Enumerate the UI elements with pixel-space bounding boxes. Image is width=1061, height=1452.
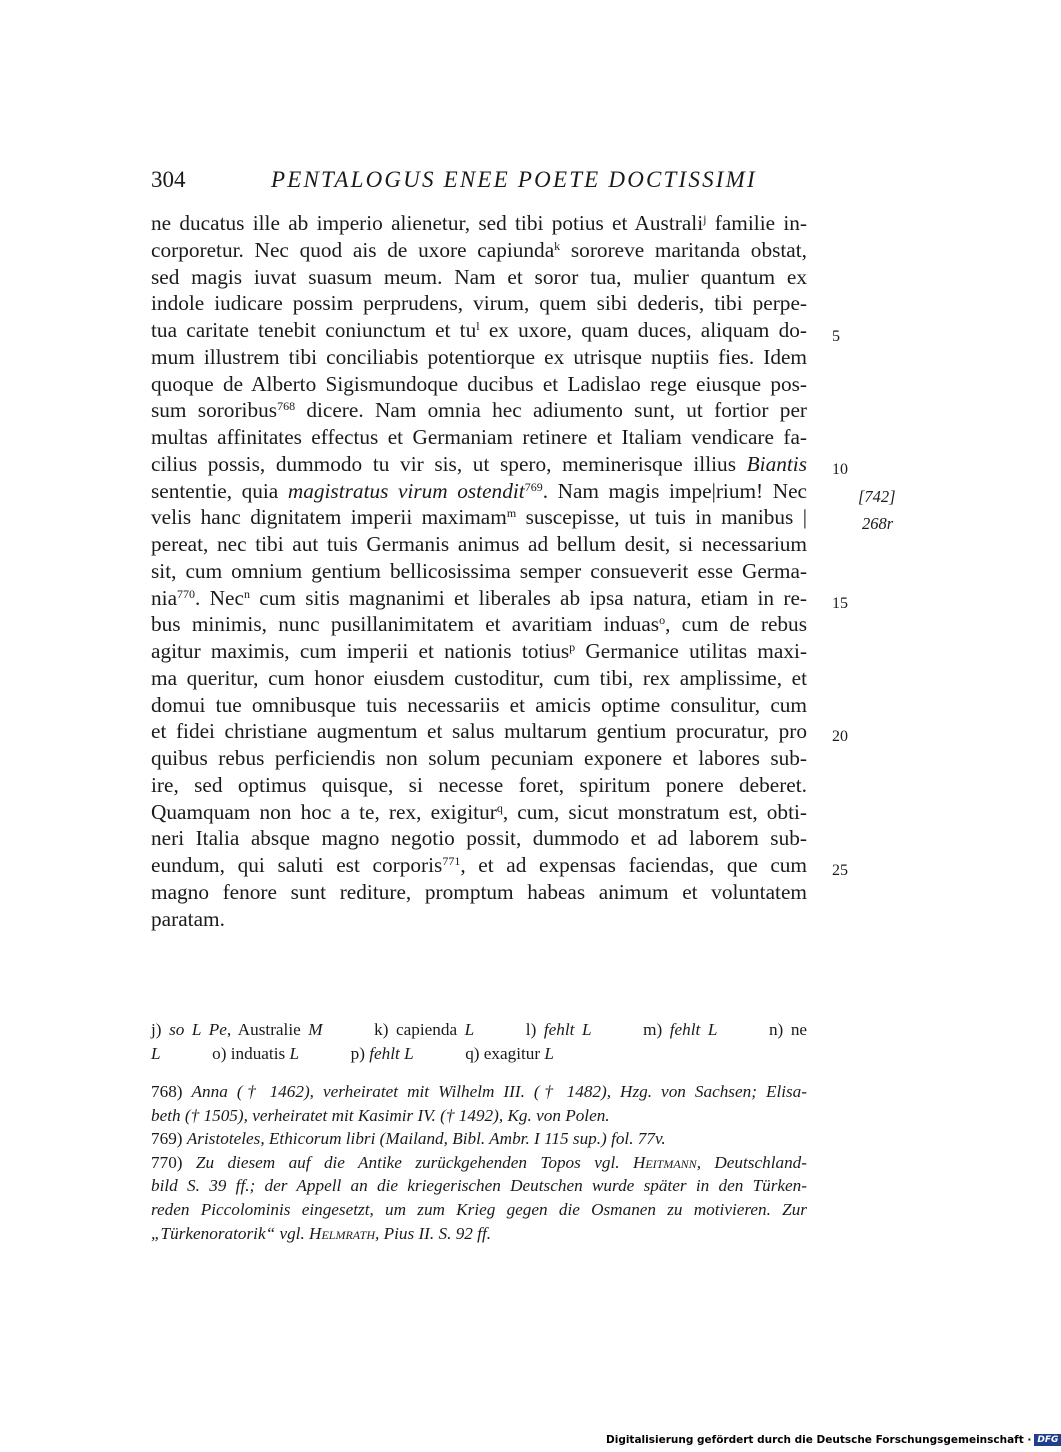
text-span: fehlt L [669,1020,718,1039]
text-span: paratam. [151,906,225,931]
text-span: indole iudicare possim perprudens, virum, quem sibi dederis, tibi perpe- [151,291,807,316]
text-span: 769) [151,1129,187,1149]
text-span: beth († 1505), verheiratet mit Kasimir IV. († 1492), Kg. von Polen. [151,1105,610,1125]
text-span: 768) [151,1082,192,1101]
line-number-5: 5 [832,328,840,345]
text-line [151,799,807,826]
text-span: corporetur. Nec quod ais de uxore capiunda [151,237,555,262]
text-span: Germanice utilitas maxi- [575,639,807,663]
text-span: M [308,1020,323,1039]
text-span: mum illustrem tibi conciliabis potentiorque ex utrisque nuptiis fies. Idem [151,344,807,369]
note-marker: j [703,212,707,226]
text-span: L [289,1044,300,1063]
text-span: Heitmann [632,1152,697,1172]
footnote-line [151,1198,807,1222]
text-span: so L Pe [169,1020,227,1039]
digitization-footer [606,1432,1059,1448]
footnote-line [151,1151,807,1175]
text-line [151,585,807,612]
note-marker: 770 [177,586,196,601]
text-span: pereat, nec tibi aut tuis Germanis animus ad bellum desit, si necessarium [151,532,807,556]
text-span: sum sororibus [151,398,278,423]
note-marker: m [506,506,517,521]
text-span: magno fenore sunt rediture, promptum habeas animum et voluntatem [151,879,807,904]
critical-apparatus [151,1018,807,1066]
footnote-line [151,1127,807,1151]
text-span: fehlt L [369,1044,414,1063]
entry-gap [592,1020,644,1039]
text-span: sororeve maritanda obstat, [560,237,807,262]
text-span: velis hanc dignitatem imperii maximam [151,505,507,530]
text-span: j) [151,1020,170,1039]
apparatus-line [151,1018,807,1042]
note-marker: 769 [524,479,543,494]
text-span: sed magis iuvat suasum meum. Nam et soror tua, mulier quantum ex [151,264,807,289]
text-span: L [544,1044,554,1063]
text-span: domui tue omnibusque tuis necessariis et amicis optime consulitur, cum [151,692,807,717]
text-line [151,692,807,719]
entry-gap [717,1020,769,1039]
running-header [151,163,811,197]
text-span: , Pius II. S. 92 ff. [375,1223,492,1243]
margin-ref-edition-page: [742] [858,487,896,506]
line-number-15: 15 [832,595,848,612]
margin-ref-folio: 268r [862,514,894,533]
text-span: cum sitis magnanimi et liberales ab ipsa natura, etiam in re- [249,585,807,610]
text-span: dicere. Nam omnia hec adiumento sunt, ut fortior per [295,398,807,423]
text-span: agitur maximis, cum imperii et nationis totius [151,639,570,663]
text-span: L [151,1044,161,1063]
text-line [151,558,807,585]
main-text [151,210,807,932]
text-line [151,504,807,531]
text-span: neri Italia absque magno negotio possit, dummodo et ad laborem sub- [151,826,807,851]
text-span: ex uxore, quam duces, aliquam do- [479,318,807,342]
text-span: , et ad expensas faciendas, que cum [460,853,807,877]
text-span: cilius possis, dummodo tu vir sis, ut spero, meminerisque illius [151,451,747,476]
text-line [151,718,807,745]
text-line [151,825,807,852]
text-span: sententie, quia [151,478,288,503]
text-span: n) ne [768,1020,808,1039]
footnotes [151,1080,807,1245]
text-line [151,478,807,505]
text-span: quibus rebus perficiendis non solum pecuniam exponere et labores sub- [151,746,807,770]
text-line [151,772,807,799]
footnote-line [151,1174,807,1198]
text-span: o) induatis [212,1044,290,1063]
text-span: et fidei christiane augmentum et salus multarum gentium procuratur, pro [151,719,807,744]
text-line [151,210,807,237]
text-span: Helmrath [309,1223,376,1243]
footnote-line [151,1104,807,1128]
entry-gap [299,1044,351,1063]
note-marker: 771 [442,854,461,868]
footnote-line [151,1222,807,1246]
text-span: sit, cum omnium gentium bellicosissima semper consueverit esse Germa- [151,558,807,583]
entry-gap [161,1044,213,1063]
text-span: m) [643,1020,670,1039]
text-line [151,451,807,478]
note-marker: n [243,586,250,601]
text-line [151,264,807,291]
text-span: Quamquam non hoc a te, rex, exigitur [151,799,497,824]
note-marker: k [554,238,561,253]
note-marker: o [659,613,666,628]
text-line [151,906,807,933]
note-marker: q [496,800,503,815]
text-line [151,665,807,692]
running-title: PENTALOGUS ENEE POETE DOCTISSIMI [271,167,757,192]
note-marker: p [569,640,576,654]
text-span: „Türkenoratorik“ vgl. [151,1223,310,1243]
text-span: Zu diesem auf die Antike zurückgehenden Topos vgl. [195,1152,633,1172]
footnote-line [151,1080,807,1104]
entry-gap [323,1020,375,1039]
text-line [151,638,807,665]
text-span: fehlt L [543,1020,592,1039]
text-span: L [464,1020,475,1039]
text-span: Aristoteles, Ethicorum libri (Mailand, Bibl. Ambr. I 115 sup.) fol. 77v. [186,1129,666,1149]
line-number-20: 20 [832,728,848,745]
note-marker: 768 [277,399,296,414]
text-line [151,290,807,317]
line-number-10: 10 [832,461,848,478]
dfg-logo: DFG [1034,1434,1061,1446]
text-span: bild S. 39 ff.; der Appell an die kriegerischen Deutschen wurde später in den Türken- [151,1176,807,1196]
text-line [151,424,807,451]
text-span: k) capienda [374,1020,465,1039]
text-line [151,237,807,264]
text-line [151,531,807,558]
text-line [151,879,807,906]
entry-gap [414,1044,466,1063]
text-span: Biantis [746,451,807,476]
text-line [151,344,807,371]
text-span: quoque de Alberto Sigismundoque ducibus et Ladislao rege eiusque pos- [151,371,807,396]
text-span: , cum de rebus [665,612,807,637]
text-span: q) exagitur [465,1044,545,1063]
footer-text: Digitalisierung gefördert durch die Deutsche Forschungsgemeinschaft · [606,1434,1032,1446]
text-span: , cum, sicut monstratum est, obti- [502,799,808,824]
text-span: Anna († 1462), verheiratet mit Wilhelm III. († 1482), Hzg. von Sachsen; Elisa- [191,1082,808,1101]
note-marker: l [476,319,480,333]
text-line [151,611,807,638]
text-span: magistratus virum ostendit [287,478,525,503]
text-line [151,852,807,879]
text-span: tua caritate tenebit coniunctum et tu [151,318,477,342]
text-span: . Nec [195,585,244,610]
text-span: ma queritur, cum honor eiusdem custoditur, cum tibi, rex amplissime, et [151,665,807,690]
text-line [151,317,807,344]
text-span: ire, sed optimus quisque, si necesse foret, spiritum ponere deberet. [151,772,807,797]
text-span: eundum, qui saluti est corporis [151,853,443,877]
text-span: , Australie [226,1020,309,1039]
line-number-25: 25 [832,862,848,879]
text-span: . Nam magis impe|rium! Nec [542,478,808,503]
text-span: bus minimis, nunc pusillanimitatem et avaritiam induas [151,612,660,637]
text-span: , Deutschland- [696,1152,807,1172]
text-line [151,371,807,398]
apparatus-line [151,1042,807,1066]
text-span: ne ducatus ille ab imperio alienetur, sed tibi potius et Australi [151,211,704,235]
text-span: nia [151,585,178,610]
entry-gap [474,1020,526,1039]
text-span: suscepisse, ut tuis in manibus | [516,505,808,530]
text-span: multas affinitates effectus et Germaniam retinere et Italiam vendicare fa- [151,425,807,449]
text-span: l) [525,1020,544,1039]
text-line [151,397,807,424]
page-number: 304 [151,167,186,192]
text-span: reden Piccolominis eingesetzt, um zum Krieg gegen die Osmanen zu motivieren. Zur [151,1199,807,1219]
text-span: 770) [151,1152,196,1172]
text-line [151,745,807,772]
text-span: familie in- [706,211,807,235]
text-span: p) [350,1044,370,1063]
